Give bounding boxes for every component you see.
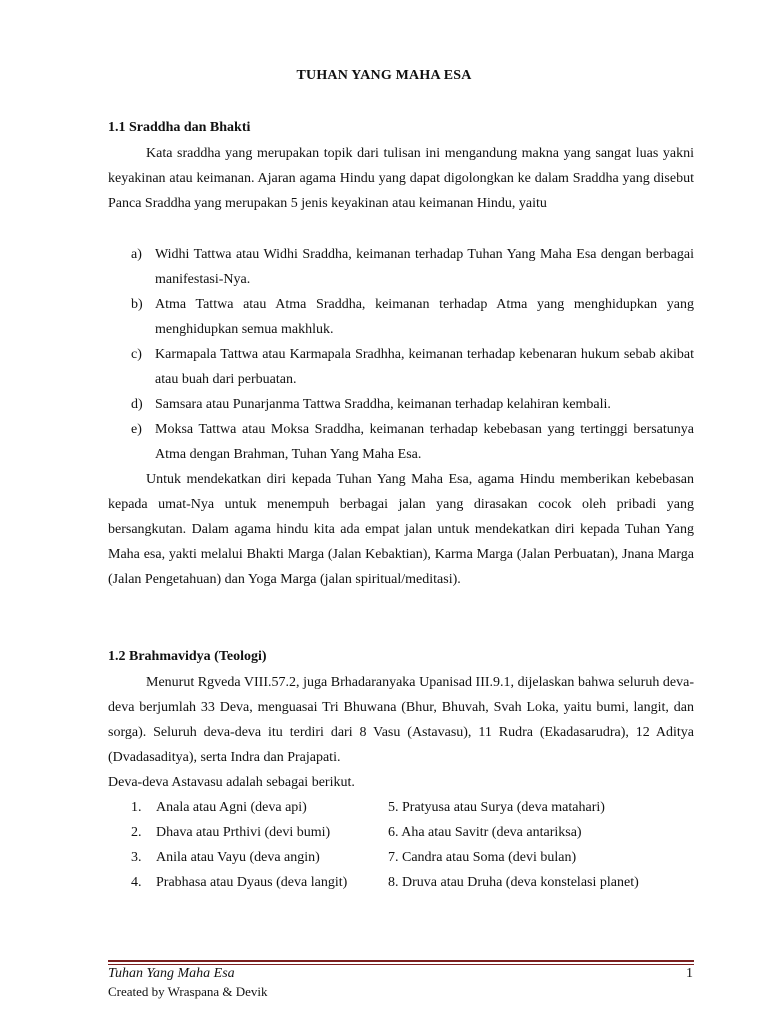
list-item-text: Moksa Tattwa atau Moksa Sraddha, keimanan terhadap kebebasan yang tertinggi bersatunya Atma dengan Brahman, Tuhan Yang Maha Esa. <box>155 422 694 462</box>
page-number: 1 <box>686 966 693 981</box>
list-item <box>108 292 694 342</box>
footer-credit: Created by Wraspana & Devik <box>108 984 268 999</box>
list-number: 2. <box>131 825 142 840</box>
list-number: 3. <box>131 850 142 865</box>
page-title: TUHAN YANG MAHA ESA <box>296 68 472 83</box>
list-marker: a) <box>131 247 142 262</box>
list-number: 1. <box>131 800 142 815</box>
deva-left: Dhava atau Prthivi (devi bumi) <box>156 825 331 840</box>
paragraph-sraddha-intro: Kata sraddha yang merupakan topik dari tulisan ini mengandung makna yang sangat luas yakni keyakinan atau keimanan. Ajaran agama Hindu yang dapat digolongkan ke dalam Sraddha yang disebut Panca Sraddha yang merupakan 5 jenis keyakinan atau keimanan Hindu, yaitu <box>108 146 694 211</box>
paragraph-brahmavidya-intro: Menurut Rgveda VIII.57.2, juga Brhadaranyaka Upanisad III.9.1, dijelaskan bahwa seluruh deva-deva berjumlah 33 Deva, menguasai Tri Bhuwana (Bhur, Bhuvah, Svah Loka, yaitu bumi, langit, dan sorga). Seluruh deva-deva itu terdiri dari 8 Vasu (Astavasu), 11 Rudra (Ekadasarudra), 12 Aditya (Dvadasaditya), serta Indra dan Prajapati. <box>108 675 694 765</box>
list-item <box>108 795 694 820</box>
panca-sraddha-list <box>108 242 694 467</box>
list-item <box>108 242 694 292</box>
list-marker: d) <box>131 397 143 412</box>
deva-left: Anala atau Agni (deva api) <box>156 800 307 815</box>
list-item <box>108 870 694 895</box>
footer-rule <box>108 960 694 962</box>
list-item <box>108 417 694 467</box>
astavasu-label: Deva-deva Astavasu adalah sebagai berikut. <box>108 775 355 790</box>
deva-left: Anila atau Vayu (deva angin) <box>156 850 320 865</box>
section-heading-brahmavidya: 1.2 Brahmavidya (Teologi) <box>108 649 267 664</box>
footer-rule-thin <box>108 964 694 965</box>
list-marker: e) <box>131 422 142 437</box>
section-heading-sraddha: 1.1 Sraddha dan Bhakti <box>108 120 251 135</box>
list-item-text: Karmapala Tattwa atau Karmapala Sradhha, keimanan terhadap kebenaran hukum sebab akibat atau buah dari perbuatan. <box>155 347 694 387</box>
list-item <box>108 392 694 417</box>
footer-title: Tuhan Yang Maha Esa <box>108 966 235 981</box>
list-marker: c) <box>131 347 142 362</box>
list-item <box>108 845 694 870</box>
list-number: 4. <box>131 875 142 890</box>
deva-right: 6. Aha atau Savitr (deva antariksa) <box>388 825 582 840</box>
deva-right: 8. Druva atau Druha (deva konstelasi planet) <box>388 875 639 890</box>
deva-right: 5. Pratyusa atau Surya (deva matahari) <box>388 800 605 815</box>
astavasu-list <box>108 795 694 895</box>
list-item <box>108 820 694 845</box>
list-item-text: Samsara atau Punarjanma Tattwa Sraddha, keimanan terhadap kelahiran kembali. <box>155 397 611 412</box>
deva-right: 7. Candra atau Soma (devi bulan) <box>388 850 577 865</box>
list-item-text: Atma Tattwa atau Atma Sraddha, keimanan terhadap Atma yang menghidupkan yang menghidupkan semua makhluk. <box>155 297 694 337</box>
deva-left: Prabhasa atau Dyaus (deva langit) <box>156 875 348 890</box>
list-marker: b) <box>131 297 143 312</box>
list-item <box>108 342 694 392</box>
list-item-text: Widhi Tattwa atau Widhi Sraddha, keimanan terhadap Tuhan Yang Maha Esa dengan berbagai manifestasi-Nya. <box>155 247 694 287</box>
paragraph-marga: Untuk mendekatkan diri kepada Tuhan Yang Maha Esa, agama Hindu memberikan kebebasan kepada umat-Nya untuk menempuh berbagai jalan yang dirasakan cocok oleh pribadi yang bersangkutan. Dalam agama hindu kita ada empat jalan untuk mendekatkan diri kepada Tuhan Yang Maha esa, yakti melalui Bhakti Marga (Jalan Kebaktian), Karma Marga (Jalan Perbuatan), Jnana Marga (Jalan Pengetahuan) dan Yoga Marga (jalan spiritual/meditasi). <box>108 472 694 587</box>
